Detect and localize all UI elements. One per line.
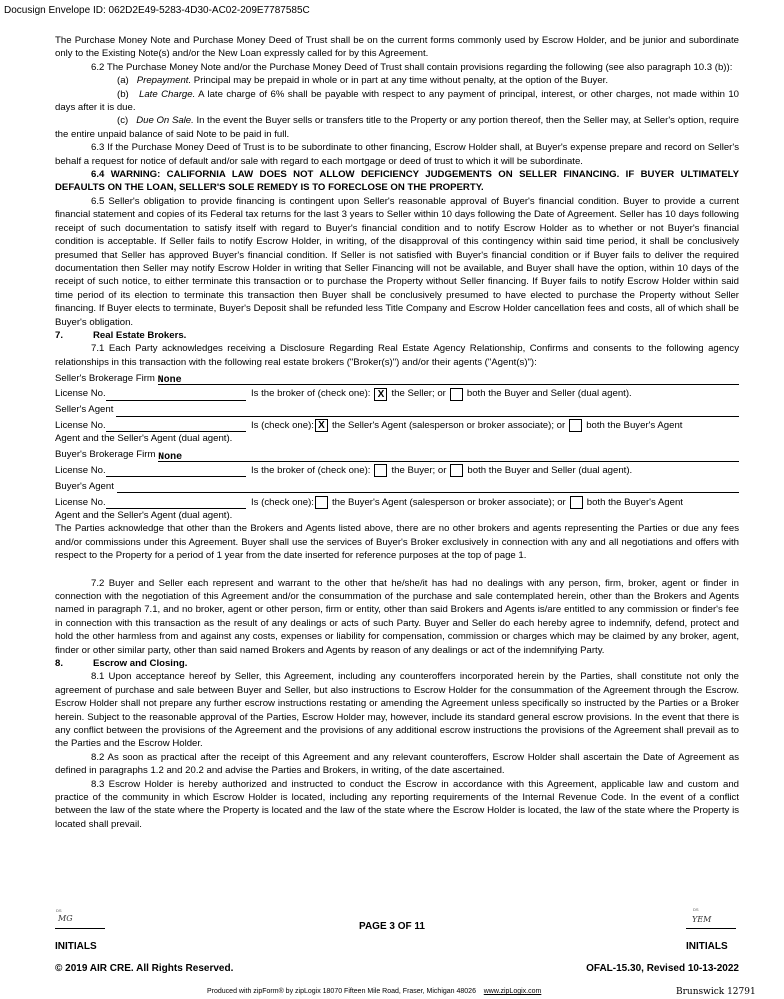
seller-agent-row: Seller's Agent [55,401,739,417]
buyer-agent-license-field[interactable] [106,497,246,509]
paragraph-intro: The Purchase Money Note and Purchase Money Deed of Trust shall be on the current forms commonly used by Escrow Holder, and be junior and subordinate only to the Existing Note(s) and/or the New Loan expressly called for by this Agreement. [55,35,739,60]
page-number: PAGE 3 OF 11 [359,921,425,932]
buyer-agent-row: Buyer's Agent [55,477,739,493]
initials-left-mark: MG [58,914,73,923]
paragraph-6-2-c: (c) Due On Sale. In the event the Buyer sells or transfers title to the Property or any portion thereof, then the Seller may, at Seller's option, require the entire unpaid balance of said Note to be paid in full. [55,115,739,140]
seller-dual-checkbox[interactable] [450,388,463,401]
seller-agent-dual-checkbox[interactable] [569,419,582,432]
paragraph-7-parties: The Parties acknowledge that other than the Brokers and Agents listed above, there are no other brokers and agents representing the Parties or due any fees and/or commissions under this Agreement. Buyer shall use the services of Buyer's Broker exclusively in connection with any and all negotiations and offers with respect to the Property for a period of 1 year from the date inserted for reference purposes at the top of page 1. [55,523,739,562]
buyer-firm-field[interactable]: None [158,450,739,462]
paragraph-6-3: 6.3 If the Purchase Money Deed of Trust is to be subordinate to other financing, Escrow Holder shall, at Buyer's expense prepare and record on Seller's behalf a request for notice of default and/or sale with regard to each mortgage or deed of trust to which it will be subordinate. [55,142,739,167]
ziplogix-link[interactable]: www.zipLogix.com [483,988,542,995]
section-7-heading: 7. Real Estate Brokers. [55,329,187,341]
paragraph-6-2: 6.2 The Purchase Money Note and/or the Purchase Money Deed of Trust shall contain provisions regarding the following (see also paragraph 10.3 (b)): [91,61,733,73]
initials-label-left: INITIALS [55,941,97,952]
buyer-agent-field[interactable] [117,481,739,493]
copyright: © 2019 AIR CRE. All Rights Reserved. [55,963,234,974]
paragraph-6-4-warning: 6.4 WARNING: CALIFORNIA LAW DOES NOT ALLOW DEFICIENCY JUDGEMENTS ON SELLER FINANCING. IF BUYER ULTIMATELY DEFAULTS ON THE LOAN, SELLER'S SOLE REMEDY IS TO FORECLOSE ON THE PROPERTY. [55,169,739,194]
produced-line: Produced with zipForm® by zipLogix 18070 Fifteen Mile Road, Fraser, Michigan 48026 www.zipLogix.com [207,988,542,995]
seller-firm-field[interactable]: None [158,373,739,385]
initials-label-right: INITIALS [686,941,728,952]
paragraph-8-3: 8.3 Escrow Holder is hereby authorized and instructed to conduct the Escrow in accordance with this Agreement, applicable law and custom and practice of the community in which Escrow Holder is located, including any reporting requirements of the Internal Revenue Code. In the event of a conflict between the law of the state where the Property is located and the law of the state where the Escrow Holder is located, the law of the state where the Property is located shall prevail. [55,778,739,830]
seller-dual-agent-line: Agent and the Seller's Agent (dual agent). [55,433,233,445]
paragraph-8-2: 8.2 As soon as practical after the receipt of this Agreement and any relevant counteroffers, Escrow Holder shall ascertain the Date of Agreement as defined in paragraphs 1.2 and 20.2 and advise the Parties and Brokers, in writing, of the date ascertained. [55,751,739,777]
seller-agent-checkbox[interactable]: X [315,419,328,432]
file-name: Brunswick 12791 [676,987,756,997]
seller-license-row: License No. Is the broker of (check one): X the Seller; or both the Buyer and Seller (dual agent). [55,388,632,400]
paragraph-6-2-a: (a) Prepayment. Principal may be prepaid in whole or in part at any time without penalty, at the option of the Buyer. [117,75,608,87]
document-body [55,34,739,831]
buyer-agent-dual-checkbox[interactable] [570,496,583,509]
ds-label-left: DS [56,908,62,913]
seller-agent-license-field[interactable] [106,420,246,432]
paragraph-6-5: 6.5 Seller's obligation to provide financing is contingent upon Seller's reasonable approval of Buyer's financial condition. Buyer to provide a current financial statement and copies of its Federal tax returns for the last 3 years to Seller within 10 days following the Date of Agreement. Seller has 10 days following receipt of such documentation to satisfy itself with regard to Buyer's financial condition and to notify Escrow Holder as to whether or not Buyer's financial condition is acceptable. If Seller fails to notify Escrow Holder, in writing, of the disapproval of this contingency within said time period, it shall be conclusively presumed that Seller has approved Buyer's financial condition. If Seller is not satisfied with Buyer's financial condition or if Buyer fails to deliver the required documentation then Seller may notify Escrow Holder in writing that Seller Financing will not be available, and Buyer shall have the option, within 10 days of the receipt of such notice, to either terminate this transaction or to purchase the Property without Seller financing. If Buyer fails to notify Escrow Holder within said time period of its election to terminate this transaction then Buyer shall be conclusively presumed to have elected to purchase the Property without Seller financing. If Buyer elects to terminate, Buyer's Deposit shall be refunded less Title Company and Escrow Holder cancellation fees and costs, all of which shall be Buyer's obligation. [55,195,739,328]
seller-broker-checkbox[interactable]: X [374,388,387,401]
seller-license-field[interactable] [106,389,246,401]
paragraph-7-2: 7.2 Buyer and Seller each represent and warrant to the other that he/she/it has had no dealings with any person, firm, broker, agent or finder in connection with the negotiation of this Agreement and/or the consummation of the purchase and sale contemplated herein, other than the Brokers and Agents named in paragraph 7.1, and no broker, agent or other person, firm or entity, other than said Brokers and Agents is/are entitled to any commission or finder's fee in connection with this transaction as the result of any dealings or acts of such Party. Buyer and Seller do each hereby agree to indemnify, defend, protect and hold the other harmless from and against any costs, expenses or liability for compensation, commission or charges which may be claimed by any broker, agent, finder or other similar party, other than said named Brokers and Agents by reason of any dealings or act of the indemnifying Party. [55,577,739,656]
initials-right-mark: YEM [692,915,712,924]
paragraph-7-1: 7.1 Each Party acknowledges receiving a Disclosure Regarding Real Estate Agency Relationship, Confirms and consents to the following agency relationships in this transaction with the following real estate brokers ("Broker(s)") and/or their agents ("Agent(s)"): [55,343,739,368]
buyer-firm-row: Buyer's Brokerage Firm None [55,446,739,462]
buyer-license-field[interactable] [106,465,246,477]
buyer-license-row: License No. Is the broker of (check one): the Buyer; or both the Buyer and Seller (dual agent). [55,464,633,476]
seller-firm-row: Seller's Brokerage Firm None [55,369,739,385]
envelope-id: Docusign Envelope ID: 062D2E49-5283-4D30-AC02-209E7787585C [4,5,310,16]
buyer-dual-agent-line: Agent and the Seller's Agent (dual agent). [55,509,233,521]
seller-agent-license-row: License No. Is (check one): X the Seller's Agent (salesperson or broker associate); or both the Buyer's Agent [55,419,683,432]
ds-label-right: DS [693,907,699,912]
seller-agent-field[interactable] [116,405,739,417]
buyer-agent-checkbox[interactable] [315,496,328,509]
form-id: OFAL-15.30, Revised 10-13-2022 [586,963,739,974]
paragraph-8-1: 8.1 Upon acceptance hereof by Seller, this Agreement, including any counteroffers incorporated herein by the Parties, shall constitute not only the agreement of purchase and sale between Buyer and Seller, but also instructions to Escrow Holder for the consummation of the Agreement through the Escrow. Escrow Holder shall not prepare any further escrow instructions restating or amending the Agreement unless specifically so instructed by the Parties or a Broker herein. Subject to the reasonable approval of the Parties, Escrow Holder may, however, include its standard general escrow provisions. In the event that there is any conflict between the provisions of the Agreement and the provisions of any additional escrow instructions the provisions of the Agreement shall prevail as to the Parties and the Escrow Holder. [55,671,739,750]
buyer-agent-license-row: License No. Is (check one): the Buyer's Agent (salesperson or broker associate); or both the Buyer's Agent [55,496,683,508]
section-8-heading: 8. Escrow and Closing. [55,658,188,669]
buyer-dual-checkbox[interactable] [450,464,463,477]
buyer-broker-checkbox[interactable] [374,464,387,477]
paragraph-6-2-b: (b) Late Charge. A late charge of 6% shall be payable with respect to any payment of principal, interest, or other charges, not made within 10 days after it is due. [55,88,740,114]
